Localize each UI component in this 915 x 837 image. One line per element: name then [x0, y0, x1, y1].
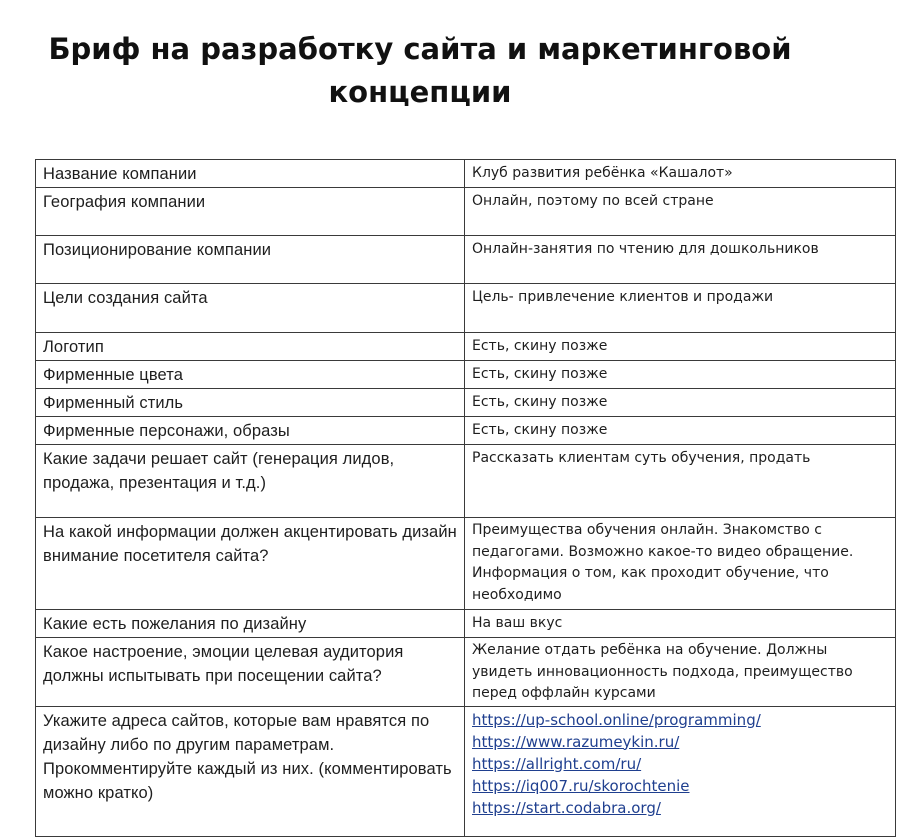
- document-title: [0, 28, 840, 114]
- table-row: [36, 518, 896, 610]
- question-cell: Позиционирование компании: [36, 236, 465, 284]
- answer-cell: Онлайн, поэтому по всей стране: [465, 188, 896, 236]
- question-cell: География компании: [36, 188, 465, 236]
- table-row: [36, 706, 896, 836]
- answer-cell: Преимущества обучения онлайн. Знакомство с педагогами. Возможно какое-то видео обращение. Информация о том, как проходит обучение, что необходимо: [465, 518, 896, 610]
- answer-cell: Есть, скину позже: [465, 417, 896, 445]
- question-cell: Укажите адреса сайтов, которые вам нравятся по дизайну либо по другим параметрам. Прокомментируйте каждый из них. (комментировать можно кратко): [36, 706, 465, 836]
- site-link[interactable]: https://start.codabra.org/: [472, 798, 661, 817]
- question-cell: На какой информации должен акцентировать дизайн внимание посетителя сайта?: [36, 518, 465, 610]
- question-cell: Фирменный стиль: [36, 389, 465, 417]
- table-row: [36, 417, 896, 445]
- question-cell: Какое настроение, эмоции целевая аудитория должны испытывать при посещении сайта?: [36, 638, 465, 707]
- question-cell: Какие есть пожелания по дизайну: [36, 610, 465, 638]
- answer-cell: Желание отдать ребёнка на обучение. Должны увидеть инновационность подхода, преимущество перед оффлайн курсами: [465, 638, 896, 707]
- answer-cell-links: [465, 706, 896, 836]
- table-row: [36, 236, 896, 284]
- brief-table: [35, 159, 896, 837]
- answer-cell: Есть, скину позже: [465, 333, 896, 361]
- question-cell: Название компании: [36, 160, 465, 188]
- table-row: [36, 389, 896, 417]
- site-link[interactable]: https://up-school.online/programming/: [472, 710, 761, 729]
- table-row: [36, 361, 896, 389]
- question-cell: Фирменные цвета: [36, 361, 465, 389]
- answer-cell: Есть, скину позже: [465, 361, 896, 389]
- answer-cell: На ваш вкус: [465, 610, 896, 638]
- table-row: [36, 638, 896, 707]
- document-title-line-1: Бриф на разработку сайта и маркетинговой: [48, 32, 792, 66]
- site-link[interactable]: https://iq007.ru/skorochtenie: [472, 776, 690, 795]
- question-cell: Фирменные персонажи, образы: [36, 417, 465, 445]
- table-row: [36, 333, 896, 361]
- table-row: [36, 160, 896, 188]
- question-cell: Цели создания сайта: [36, 284, 465, 333]
- site-link[interactable]: https://www.razumeykin.ru/: [472, 732, 680, 751]
- answer-cell: Онлайн-занятия по чтению для дошкольников: [465, 236, 896, 284]
- answer-cell: Есть, скину позже: [465, 389, 896, 417]
- answer-cell: Рассказать клиентам суть обучения, продать: [465, 445, 896, 518]
- table-row: [36, 610, 896, 638]
- question-cell: Логотип: [36, 333, 465, 361]
- site-link[interactable]: https://allright.com/ru/: [472, 754, 642, 773]
- table-row: [36, 445, 896, 518]
- document-title-line-2: концепции: [328, 75, 512, 109]
- table-row: [36, 188, 896, 236]
- answer-cell: Клуб развития ребёнка «Кашалот»: [465, 160, 896, 188]
- answer-cell: Цель- привлечение клиентов и продажи: [465, 284, 896, 333]
- table-row: [36, 284, 896, 333]
- question-cell: Какие задачи решает сайт (генерация лидов, продажа, презентация и т.д.): [36, 445, 465, 518]
